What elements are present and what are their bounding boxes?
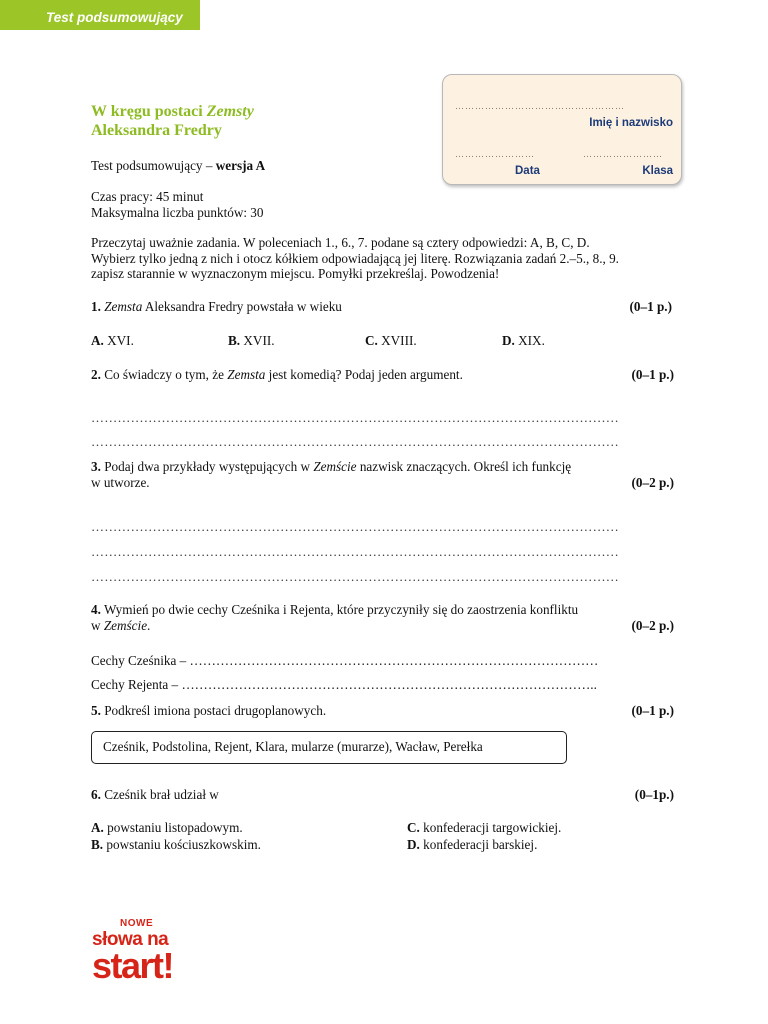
logo-line1: NOWE bbox=[120, 918, 154, 929]
title-italic: Zemsty bbox=[206, 103, 254, 120]
q2-points: (0–1 p.) bbox=[631, 367, 674, 382]
question-1 bbox=[91, 299, 342, 315]
q6-option-d[interactable] bbox=[407, 837, 537, 853]
option-letter: D. bbox=[502, 333, 515, 348]
option-text: powstaniu kościuszkowskim. bbox=[103, 837, 261, 852]
answer-line[interactable]: ………………………………………………………………………………………………………… bbox=[91, 410, 619, 425]
q1-option-b[interactable] bbox=[228, 333, 275, 349]
q2-text-post: jest komedią? Podaj jeden argument. bbox=[265, 367, 463, 382]
publisher-logo bbox=[92, 918, 174, 986]
header-tag: Test podsumowujący bbox=[0, 0, 200, 30]
q2-italic: Zemsta bbox=[227, 367, 266, 382]
max-points-info: Maksymalna liczba punktów: 30 bbox=[91, 205, 264, 220]
q5-text: Podkreśl imiona postaci drugoplanowych. bbox=[100, 703, 327, 718]
page-title bbox=[91, 102, 254, 140]
q1-number: 1. bbox=[91, 299, 101, 314]
q4-line2 bbox=[91, 618, 150, 634]
q6-points: (0–1p.) bbox=[634, 787, 674, 802]
q4-text: Wymień po dwie cechy Cześnika i Rejenta, które przyczyniły się do zaostrzenia konfliktu bbox=[100, 602, 579, 617]
title-prefix: W kręgu postaci bbox=[91, 103, 207, 120]
logo-line3: start! bbox=[92, 945, 174, 986]
question-4 bbox=[91, 602, 578, 618]
name-dots: …………………………………………… bbox=[455, 101, 625, 111]
q6-text: Cześnik brał udział w bbox=[100, 787, 219, 802]
option-letter: C. bbox=[407, 820, 420, 835]
instructions-line: Wybierz tylko jedną z nich i otocz kółkiem odpowiadającą jej literę. Rozwiązania zadań 2.–5., 8., 9. bbox=[91, 251, 619, 266]
q6-option-c[interactable] bbox=[407, 820, 561, 836]
answer-line[interactable]: ………………………………………………………………………………………………………… bbox=[91, 519, 619, 534]
title-author: Aleksandra Fredry bbox=[91, 122, 222, 139]
czesnik-label: Cechy Cześnika – bbox=[91, 653, 190, 668]
class-dots: …………………… bbox=[583, 149, 663, 159]
date-label: Data bbox=[515, 165, 540, 177]
q3-line2: w utworze. bbox=[91, 475, 150, 490]
czesnik-dots: ………………………………………………………………………………… bbox=[189, 653, 599, 668]
answer-line[interactable]: ………………………………………………………………………………………………………… bbox=[91, 434, 619, 449]
q3-number: 3. bbox=[91, 459, 101, 474]
option-letter: C. bbox=[365, 333, 378, 348]
student-info-box bbox=[442, 74, 682, 185]
option-letter: D. bbox=[407, 837, 420, 852]
class-label: Klasa bbox=[642, 165, 673, 177]
q4-italic: Zemście bbox=[103, 618, 148, 633]
option-text: powstaniu listopadowym. bbox=[103, 820, 243, 835]
option-text: XVI. bbox=[103, 333, 134, 348]
rejent-label: Cechy Rejenta – bbox=[91, 677, 182, 692]
q1-option-c[interactable] bbox=[365, 333, 417, 349]
q5-number: 5. bbox=[91, 703, 101, 718]
q6-option-a[interactable] bbox=[91, 820, 243, 836]
test-subtitle bbox=[91, 158, 265, 174]
date-dots: …………………… bbox=[455, 149, 535, 159]
test-version: wersja A bbox=[215, 158, 266, 173]
q5-names-box[interactable]: Cześnik, Podstolina, Rejent, Klara, mularze (murarze), Wacław, Perełka bbox=[91, 731, 567, 764]
q4-number: 4. bbox=[91, 602, 101, 617]
czesnik-traits-line[interactable] bbox=[91, 653, 671, 669]
q6-option-b[interactable] bbox=[91, 837, 261, 853]
q3-italic: Zemście bbox=[313, 459, 357, 474]
option-text: konfederacji barskiej. bbox=[419, 837, 538, 852]
rejent-dots: ………………………………………………………………………………….. bbox=[181, 677, 597, 692]
q4-points: (0–2 p.) bbox=[631, 618, 674, 633]
option-letter: B. bbox=[91, 837, 104, 852]
rejent-traits-line[interactable] bbox=[91, 677, 671, 693]
q1-points: (0–1 p.) bbox=[629, 299, 672, 314]
option-text: konfederacji targowickiej. bbox=[419, 820, 562, 835]
option-letter: B. bbox=[228, 333, 241, 348]
option-text: XVII. bbox=[240, 333, 275, 348]
answer-line[interactable]: ………………………………………………………………………………………………………… bbox=[91, 569, 619, 584]
option-text: XVIII. bbox=[377, 333, 417, 348]
instructions-line: Przeczytaj uważnie zadania. W poleceniach 1., 6., 7. podane są cztery odpowiedzi: A, B, C, D. bbox=[91, 235, 590, 250]
question-3 bbox=[91, 459, 571, 475]
q1-option-a[interactable] bbox=[91, 333, 134, 349]
question-6 bbox=[91, 787, 219, 803]
q6-number: 6. bbox=[91, 787, 101, 802]
name-label: Imię i nazwisko bbox=[589, 117, 673, 129]
option-text: XIX. bbox=[514, 333, 545, 348]
subtitle-text: Test podsumowujący – bbox=[91, 158, 216, 173]
option-letter: A. bbox=[91, 820, 104, 835]
q5-points: (0–1 p.) bbox=[631, 703, 674, 718]
q3-text-pre: Podaj dwa przykłady występujących w bbox=[100, 459, 314, 474]
q2-text-pre: Co świadczy o tym, że bbox=[100, 367, 228, 382]
logo-line2: słowa na bbox=[92, 929, 169, 950]
question-5 bbox=[91, 703, 326, 719]
q1-option-d[interactable] bbox=[502, 333, 545, 349]
q3-text-post: nazwisk znaczących. Określ ich funkcję bbox=[356, 459, 572, 474]
instructions-line: zapisz starannie w wyznaczonym miejscu. Pomyłki przekreślaj. Powodzenia! bbox=[91, 266, 500, 281]
answer-line[interactable]: ………………………………………………………………………………………………………… bbox=[91, 544, 619, 559]
q1-italic: Zemsta bbox=[104, 299, 143, 314]
time-info: Czas pracy: 45 minut bbox=[91, 189, 204, 204]
q1-text: Aleksandra Fredry powstała w wieku bbox=[142, 299, 342, 314]
q4-line2-post: . bbox=[147, 618, 151, 633]
question-2 bbox=[91, 367, 463, 383]
q3-points: (0–2 p.) bbox=[631, 475, 674, 490]
option-letter: A. bbox=[91, 333, 104, 348]
q2-number: 2. bbox=[91, 367, 101, 382]
q4-line2-pre: w bbox=[91, 618, 104, 633]
